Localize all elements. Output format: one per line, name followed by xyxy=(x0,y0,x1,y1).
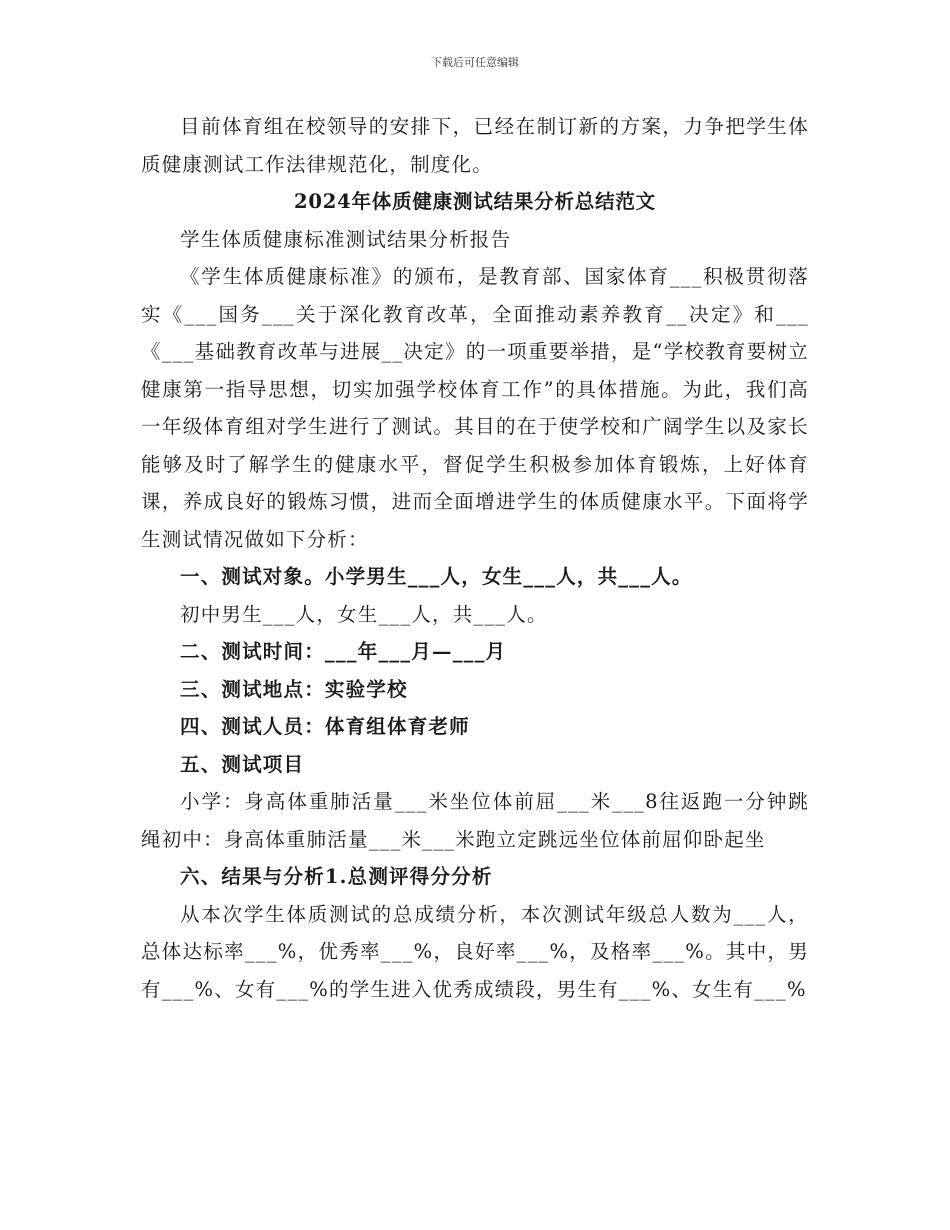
paragraph-test-items: 小学：身高体重肺活量___米坐位体前屈___米___8往返跑一分钟跳绳初中：身高体重肺活量___米___米跑立定跳远坐位体前屈仰卧起坐 xyxy=(141,790,809,851)
section-test-subjects: 一、测试对象。小学男生___人，女生___人，共___人。 xyxy=(180,565,693,588)
section-test-items: 五、测试项目 xyxy=(180,752,305,776)
section-test-location: 三、测试地点：实验学校 xyxy=(180,677,408,701)
section-test-time: 二、测试时间：___年___月—___月 xyxy=(180,640,507,663)
report-subtitle: 学生体质健康标准测试结果分析报告 xyxy=(180,227,512,251)
paragraph-background: 《学生体质健康标准》的颁布，是教育部、国家体育___积极贯彻落实《___国务___关于深化教育改革，全面推动素养教育__决定》和___《___基础教育改革与进展__决定》的一项重要举措，是“学校教育要树立健康第一指导思想，切实加强学校体育工作”的具体措施。为此，我们高一年级体育组对学生进行了测试。其目的在于使学校和广阔学生以及家长能够及时了解学生的健康水平，督促学生积极参加体育锻炼，上好体育课，养成良好的锻炼习惯，进而全面增进学生的体质健康水平。下面将学生测试情况做如下分析： xyxy=(141,265,809,551)
document-title: 2024年体质健康测试结果分析总结范文 xyxy=(294,190,656,213)
section-test-staff: 四、测试人员：体育组体育老师 xyxy=(180,715,470,738)
paragraph-intro: 目前体育组在校领导的安排下，已经在制订新的方案，力争把学生体质健康测试工作法律规范化，制度化。 xyxy=(141,115,809,176)
paragraph-results: 从本次学生体质测试的总成绩分析，本次测试年级总人数为___人，总体达标率___%，优秀率___%，良好率___%，及格率___%。其中，男有___%、女有___%的学生进入优秀成绩段，男生有___%、女生有___% xyxy=(141,902,809,1001)
document-body xyxy=(141,108,809,1008)
page-header: 下载后可任意编辑 xyxy=(431,56,519,69)
section-results-analysis: 六、结果与分析1.总测评得分分析 xyxy=(180,865,493,888)
middle-school-subjects: 初中男生___人，女生___人，共___人。 xyxy=(180,602,548,626)
